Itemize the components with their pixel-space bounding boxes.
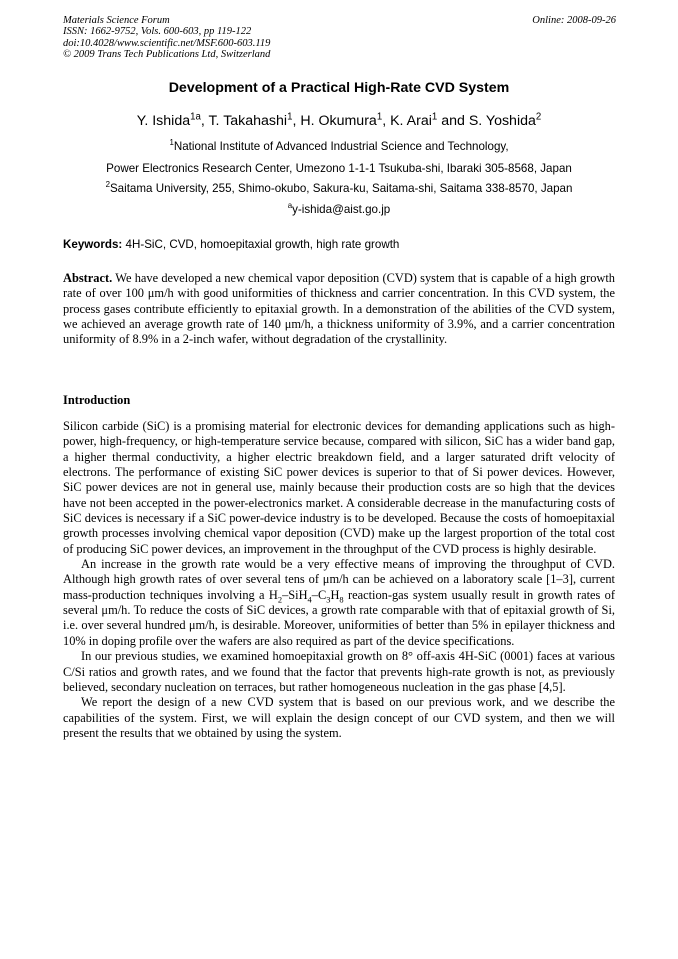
paragraph: Silicon carbide (SiC) is a promising material for electronic devices for demanding applications such as high-power, high-frequency, or high-temperature service because, compared with silicon, SiC has a wider band gap, a higher thermal conductivity, a higher electric breakdown field, and a larger saturated drift velocity of electrons. The performance of existing SiC power devices is superior to that of Si power devices. However, SiC power devices are not in general use, mainly because their production costs are so high that the devices have not been accepted in the power-electronics market. A considerable decrease in the manufacturing costs of SiC devices is necessary if a SiC power-device industry is to be developed. Because the costs of homoepitaxial growth processes involving chemical vapor deposition (CVD) make up the largest proportion of the total cost of producing SiC power devices, an improvement in the throughput of the CVD process is highly desirable. [63,419,615,556]
introduction-body [63,419,615,741]
corresponding-email: $^a$y-ishida@aist.go.jp [287,201,391,216]
issn-line: ISSN: 1662-9752, Vols. 600-603, pp 119-122 [63,26,252,38]
affiliation-1-line-1: $^1$National Institute of Advanced Industrial Science and Technology, [169,138,509,153]
author-affiliation-mark: 1 [431,111,438,123]
keywords [63,238,399,251]
affiliation-1-line-2: Power Electronics Research Center, Umezono 1-1-1 Tsukuba-shi, Ibaraki 305-8568, Japan [106,162,572,175]
affiliation-2: $^2$Saitama University, 255, Shimo-okubo, Sakura-ku, Saitama-shi, Saitama 338-8570, Japan [105,180,573,195]
keywords-label: Keywords: [63,238,123,251]
author-affiliation-mark: 1a [190,111,201,123]
author-affiliation-mark: 1 [287,111,293,123]
author-name: H. Okumura [300,113,377,129]
author-name: K. Arai [390,113,432,129]
paper-title: Development of a Practical High-Rate CVD System [168,80,510,96]
paragraph: In our previous studies, we examined homoepitaxial growth on 8° off-axis 4H-SiC (0001) faces at various C/Si ratios and growth rates, and we found that the factor that prevents high-rate growth is not, as previously believed, secondary nucleation on terraces, but rather homogeneous nucleation in the gas phase [4,5]. [63,649,615,694]
abstract-label: Abstract. [63,271,113,285]
abstract-text: We have developed a new chemical vapor deposition (CVD) system that is capable of a high growth rate of over 100 μm/h with good uniformities of thickness and carrier concentration. In this CVD system, the process gases contribute efficiently to epitaxial growth. In a demonstration of the abilities of the CVD system, we achieved an average growth rate of 140 μm/h, a thickness uniformity of 3.9%, and a carrier concentration uniformity of 8.9% in a 2-inch wafer, without degradation of the crystallinity. [63,271,615,347]
publication-info [63,15,270,61]
section-heading-introduction: Introduction [63,393,131,407]
copyright-line: © 2009 Trans Tech Publications Ltd, Switzerland [63,49,271,61]
author-affiliation-mark: 2 [535,111,542,123]
abstract [63,271,615,348]
author-name: Y. Ishida [136,113,191,129]
author-name: T. Takahashi [208,113,288,129]
doi-line: doi:10.4028/www.scientific.net/MSF.600-603.119 [63,37,271,49]
author-list: Y. Ishida$^{1a}$, T. Takahashi$^1$, H. Okumura$^1$, K. Arai$^1$ and S. Yoshida$^2$ [136,111,542,129]
author-affiliation-mark: 1 [376,111,383,123]
online-date: Online: 2008-09-26 [532,15,616,26]
paragraph: An increase in the growth rate would be a very effective means of improving the throughput of CVD. Although high growth rates of over several tens of μm/h can be achieved on a laboratory scale [1–3], current mass-production techniques involving a $H_2-SiH_4-C_3H_8$ reaction-gas system usually result in growth rates of several μm/h. To reduce the costs of SiC devices, a growth rate comparable with that of epitaxial growth of Si, i.e. over several hundred μm/h, is desirable. Moreover, uniformities of better than 5% in epilayer thickness and 10% in doping profile over the wafers are also required as part of the device specifications. [63,557,615,648]
keywords-text: 4H-SiC, CVD, homoepitaxial growth, high rate growth [125,238,400,251]
journal-name: Materials Science Forum [63,15,170,26]
paragraph: We report the design of a new CVD system that is based on our previous work, and we describe the capabilities of the system. First, we will explain the design concept of our CVD system, and then we will present the results that we obtained by using the system. [63,695,615,740]
author-name: S. Yoshida [468,113,536,129]
